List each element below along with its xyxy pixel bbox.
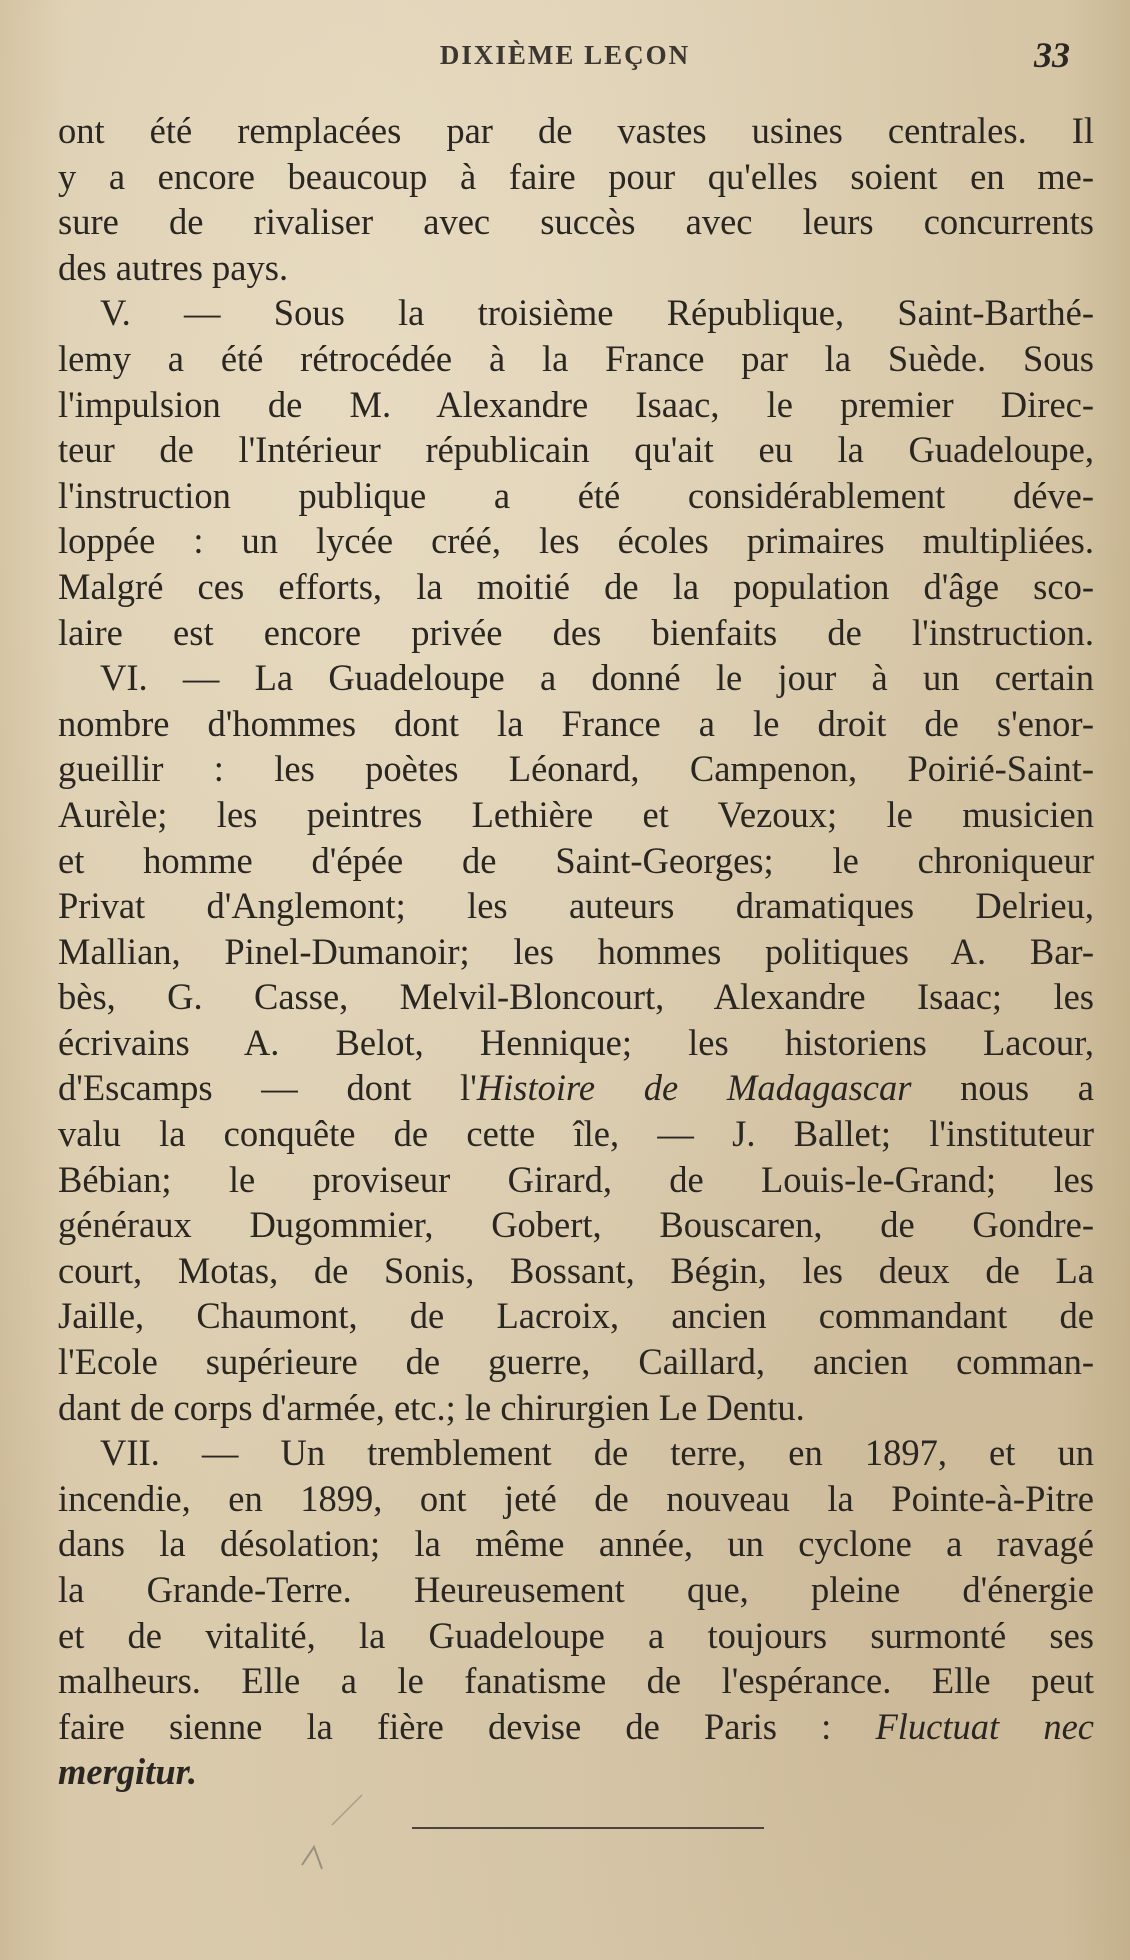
page-header	[60, 34, 1070, 82]
text-segment: nous a	[911, 1067, 1094, 1109]
paragraph-vii-first-line: VII. — Un tremblement de terre, en 1897, et un	[100, 1432, 1094, 1474]
text-line: incendie, en 1899, ont jeté de nouveau la Pointe-à-Pitre	[58, 1477, 1094, 1519]
text-line: sure de rivaliser avec succès avec leurs concurrents	[58, 201, 1094, 243]
text-line: valu la conquête de cette île, — J. Ballet; l'instituteur	[58, 1113, 1094, 1155]
text-line-with-italic	[58, 1704, 1094, 1750]
text-line: généraux Dugommier, Gobert, Bouscaren, de Gondre-	[58, 1204, 1094, 1246]
text-line-with-italic	[58, 1065, 1094, 1111]
text-line: y a encore beaucoup à faire pour qu'elles soient en me-	[58, 155, 1094, 197]
text-line: Privat d'Anglemont; les auteurs dramatiques Delrieu,	[58, 885, 1094, 927]
text-line: lemy a été rétrocédée à la France par la Suède. Sous	[58, 337, 1094, 379]
text-line: bès, G. Casse, Melvil-Bloncourt, Alexandre Isaac; les	[58, 976, 1094, 1018]
text-line: loppée : un lycée créé, les écoles primaires multipliées.	[58, 520, 1094, 562]
text-line: la Grande-Terre. Heureusement que, pleine d'énergie	[58, 1569, 1094, 1610]
text-segment: faire sienne la fière devise de Paris :	[58, 1705, 876, 1747]
end-of-section-rule	[412, 1827, 764, 1829]
motto-italic: Fluctuat nec	[875, 1705, 1094, 1747]
body-text	[58, 108, 1094, 1795]
text-line: dant de corps d'armée, etc.; le chirurgien Le Dentu.	[58, 1386, 805, 1428]
text-line: l'instruction publique a été considérablement déve-	[58, 474, 1094, 516]
text-line: teur de l'Intérieur républicain qu'ait eu la Guadeloupe,	[58, 429, 1094, 471]
text-line: laire est encore privée des bienfaits de l'instruction.	[58, 611, 1094, 653]
pencil-mark-decoration	[292, 1785, 372, 1875]
text-line: l'impulsion de M. Alexandre Isaac, le premier Direc-	[58, 383, 1094, 425]
text-line: malheurs. Elle a le fanatisme de l'espérance. Elle peut	[58, 1660, 1094, 1702]
text-line: écrivains A. Belot, Hennique; les historiens Lacour,	[58, 1021, 1094, 1063]
text-line: Malgré ces efforts, la moitié de la population d'âge sco-	[58, 565, 1094, 607]
page-number: 33	[1034, 35, 1070, 75]
text-line: ont été remplacées par de vastes usines centrales. Il	[58, 110, 1094, 151]
text-line: court, Motas, de Sonis, Bossant, Bégin, les deux de La	[58, 1249, 1094, 1291]
text-line: Aurèle; les peintres Lethière et Vezoux; le musicien	[58, 793, 1094, 835]
text-line: des autres pays.	[58, 246, 289, 288]
book-title-italic: Histoire de Madagascar	[476, 1067, 912, 1109]
text-line: Bébian; le proviseur Girard, de Louis-le-Grand; les	[58, 1158, 1094, 1200]
text-line: Mallian, Pinel-Dumanoir; les hommes politiques A. Bar-	[58, 930, 1094, 972]
running-head: DIXIÈME LEÇON	[439, 40, 691, 70]
text-line: nombre d'hommes dont la France a le droit de s'enor-	[58, 702, 1094, 744]
text-line: gueillir : les poètes Léonard, Campenon, Poirié-Saint-	[58, 748, 1094, 790]
text-segment: d'Escamps — dont l'	[58, 1067, 477, 1109]
text-line: et de vitalité, la Guadeloupe a toujours surmonté ses	[58, 1614, 1094, 1656]
paragraph-v-first-line: V. — Sous la troisième République, Saint-Barthé-	[100, 292, 1094, 334]
text-line: Jaille, Chaumont, de Lacroix, ancien commandant de	[58, 1295, 1094, 1337]
motto-final-word: mergitur.	[58, 1751, 197, 1793]
text-line: et homme d'épée de Saint-Georges; le chroniqueur	[58, 839, 1094, 881]
paragraph-vi-first-line: VI. — La Guadeloupe a donné le jour à un certain	[100, 657, 1094, 699]
text-line: l'Ecole supérieure de guerre, Caillard, ancien comman-	[58, 1341, 1094, 1383]
text-line: dans la désolation; la même année, un cyclone a ravagé	[58, 1523, 1094, 1565]
